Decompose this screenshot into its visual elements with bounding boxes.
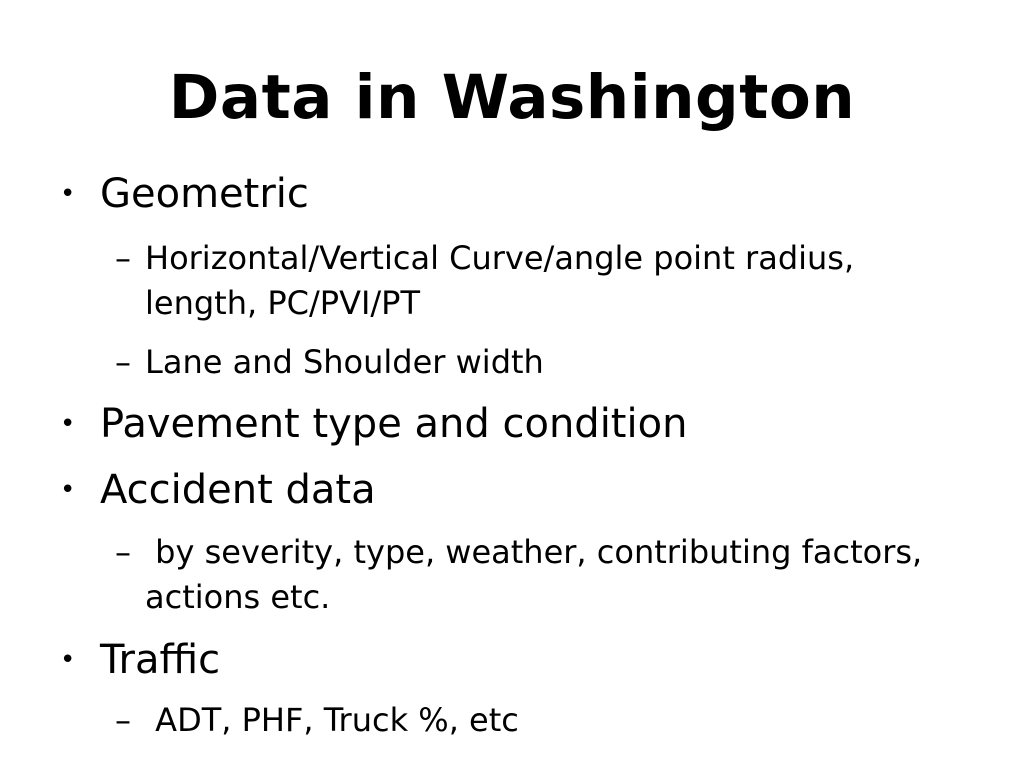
sub-bullet-label: by severity, type, weather, contributing factors, actions etc. (145, 533, 933, 616)
sub-bullet-label: Horizontal/Vertical Curve/angle point radius, length, PC/PVI/PT (145, 239, 855, 322)
bullet-icon: • (60, 409, 76, 439)
dash-icon: – (115, 239, 131, 277)
bullet-icon: • (60, 475, 76, 505)
slide-title: Data in Washington (168, 62, 856, 133)
bullet-label: Accident data (100, 467, 376, 513)
bullet-label: Pavement type and condition (100, 401, 688, 447)
bullet-label: Geometric (100, 171, 309, 217)
bullet-icon: • (60, 645, 76, 675)
sub-bullet-label: ADT, PHF, Truck %, etc (145, 701, 519, 739)
dash-icon: – (115, 701, 131, 739)
dash-icon: – (115, 343, 131, 381)
dash-icon: – (115, 533, 131, 571)
bullet-label: Traffic (100, 637, 221, 683)
bullet-icon: • (60, 179, 76, 209)
sub-bullet-label: Lane and Shoulder width (145, 343, 544, 381)
